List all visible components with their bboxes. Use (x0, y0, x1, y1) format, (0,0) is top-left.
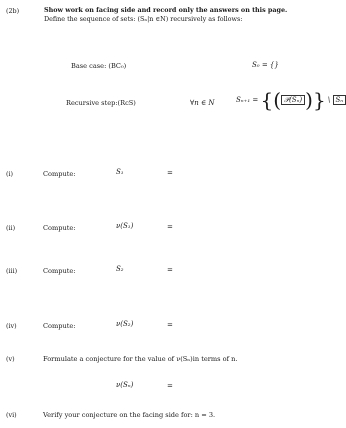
equals-sign: = (167, 223, 173, 231)
set-term: Sₙ (333, 95, 346, 105)
part-number: (iv) (6, 322, 17, 330)
part-number: (vi) (6, 411, 17, 419)
equals-sign: = (167, 266, 173, 274)
base-case-formula: S₀ = {} (252, 61, 279, 69)
part-prompt: Compute: (43, 170, 76, 178)
recursive-step-label: Recursive step:(RcS) (66, 99, 136, 107)
part-prompt: Compute: (43, 267, 76, 275)
part-number: (iii) (6, 267, 18, 275)
part-number: (v) (6, 355, 15, 363)
part-expression: S₁ (116, 168, 124, 176)
equals-sign: = (167, 382, 173, 390)
set-difference-symbol: \ (327, 96, 331, 104)
verify-prompt: Verify your conjecture on the facing side for: n = 3. (43, 411, 216, 419)
intro-bold-text: Show work on facing side and record only the answers on this page. (44, 6, 288, 14)
equals-sign: = (167, 321, 173, 329)
part-expression: S₂ (116, 265, 124, 273)
part-number: (ii) (6, 224, 16, 232)
intro-text: Define the sequence of sets: (Sₙ|n ∈N) recursively as follows: (44, 15, 243, 23)
problem-number: (2b) (6, 7, 20, 15)
recursive-quantifier: ∀n ∈ N (190, 99, 215, 107)
recursive-formula: Sₙ₊₁ = {( 𝒫(Sₙ) )} \ Sₙ (236, 90, 346, 110)
part-expression: ν(S₂) (116, 320, 134, 328)
part-prompt: Compute: (43, 322, 76, 330)
part-number: (i) (6, 170, 14, 178)
problem-intro (44, 6, 306, 24)
recursive-lhs: Sₙ₊₁ = (236, 96, 259, 104)
part-prompt: Compute: (43, 224, 76, 232)
part-expression: ν(S₁) (116, 222, 134, 230)
power-set-term: 𝒫(Sₙ) (281, 95, 305, 105)
conjecture-expression: ν(Sₙ) (116, 381, 134, 389)
conjecture-prompt: Formulate a conjecture for the value of ν(Sₙ)in terms of n. (43, 355, 238, 363)
equals-sign: = (167, 169, 173, 177)
base-case-label: Base case: (BC₀) (71, 62, 127, 70)
